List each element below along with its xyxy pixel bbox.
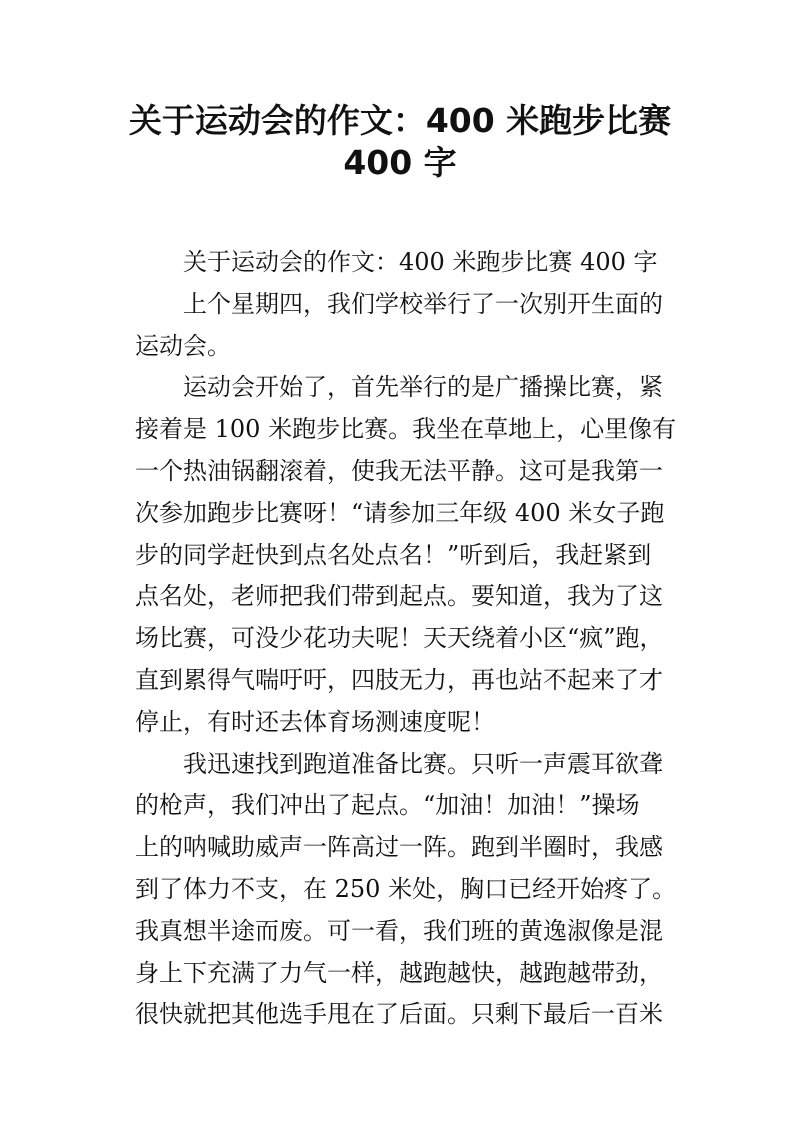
body-line: 的枪声，我们冲出了起点。“加油！加油！”操场 <box>135 791 640 820</box>
body-line: 场比赛，可没少花功夫呢！天天绕着小区“疯”跑， <box>135 624 664 653</box>
body-line: 次参加跑步比赛呀！“请参加三年级 400 米女子跑 <box>135 498 665 527</box>
document-body <box>135 242 675 1036</box>
body-line: 上的呐喊助威声一阵高过一阵。跑到半圈时，我感 <box>135 833 663 862</box>
body-line: 停止，有时还去体育场测速度呢！ <box>135 707 495 736</box>
body-line: 运动会。 <box>135 331 231 360</box>
body-line: 接着是 100 米跑步比赛。我坐在草地上，心里像有 <box>135 415 677 444</box>
body-line: 到了体力不支，在 250 米处，胸口已经开始疼了。 <box>135 874 677 903</box>
body-line: 运动会开始了，首先举行的是广播操比赛，紧 <box>183 373 663 402</box>
document-title-line-2: 400 字 <box>343 143 457 182</box>
body-line: 关于运动会的作文：400 米跑步比赛 400 字 <box>183 248 658 276</box>
body-line: 点名处，老师把我们带到起点。要知道，我为了这 <box>135 582 663 611</box>
body-line: 步的同学赶快到点名处点名！”听到后，我赶紧到 <box>135 540 652 569</box>
body-line: 很快就把其他选手甩在了后面。只剩下最后一百米 <box>135 1000 663 1029</box>
body-line: 直到累得气喘吁吁，四肢无力，再也站不起来了才 <box>135 665 663 694</box>
body-line: 身上下充满了力气一样，越跑越快，越跑越带劲， <box>135 958 663 987</box>
body-line: 我真想半途而废。可一看，我们班的黄逸淑像是混 <box>135 916 663 945</box>
document-title-line-1: 关于运动会的作文：400 米跑步比赛 <box>128 101 672 140</box>
body-line: 上个星期四，我们学校举行了一次别开生面的 <box>183 289 663 318</box>
body-line: 一个热油锅翻滚着，使我无法平静。这可是我第一 <box>135 456 663 485</box>
body-line: 我迅速找到跑道准备比赛。只听一声震耳欲聋 <box>183 749 663 778</box>
